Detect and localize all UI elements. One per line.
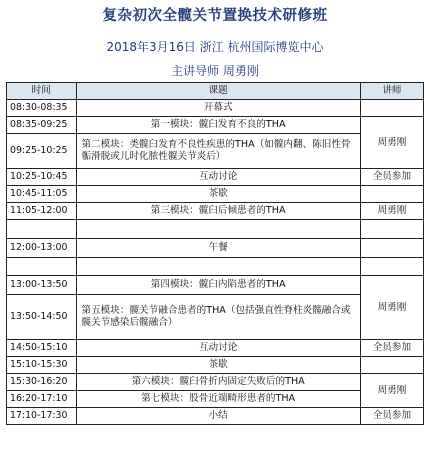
time-cell: 08:35-09:25 xyxy=(7,117,77,134)
topic-cell: 第三模块：髋臼后倾患者的THA xyxy=(76,203,360,220)
time-cell: 14:50-15:10 xyxy=(7,340,77,357)
topic-cell: 茶歇 xyxy=(76,357,360,374)
table-row xyxy=(7,408,424,425)
topic-cell: 第六模块：髋臼骨折内固定失败后的THA xyxy=(76,374,360,391)
table-row xyxy=(7,100,424,117)
time-cell: 10:45-11:05 xyxy=(7,186,77,203)
lecturer-cell xyxy=(360,357,423,374)
lecturer-cell: 周勇刚 xyxy=(360,374,423,408)
topic-cell: 茶歇 xyxy=(76,186,360,203)
time-cell: 13:00-13:50 xyxy=(7,276,77,295)
lecturer-cell xyxy=(360,258,423,276)
header-lecturer: 讲师 xyxy=(360,83,423,100)
lecturer-cell xyxy=(360,220,423,239)
topic-cell: 第五模块：髋关节融合患者的THA（包括强直性脊柱炎髋融合或髋关节感染后髋融合） xyxy=(76,295,360,340)
time-cell: 13:50-14:50 xyxy=(7,295,77,340)
topic-cell: 第七模块：股骨近端畸形患者的THA xyxy=(76,391,360,408)
time-cell: 16:20-17:10 xyxy=(7,391,77,408)
topic-cell: 开幕式 xyxy=(76,100,360,117)
lecturer-cell: 全员参加 xyxy=(360,408,423,425)
topic-cell xyxy=(76,258,360,276)
topic-cell: 第一模块：髋臼发育不良的THA xyxy=(76,117,360,134)
time-cell: 09:25-10:25 xyxy=(7,134,77,169)
time-cell: 15:30-16:20 xyxy=(7,374,77,391)
lecturer-cell: 周勇刚 xyxy=(360,203,423,220)
table-row xyxy=(7,203,424,220)
lecturer-cell xyxy=(360,239,423,258)
table-header-row xyxy=(7,83,424,100)
date-place-line: 2018年3月16日 浙江 杭州国际博览中心 xyxy=(106,40,324,54)
host-line: 主讲导师 周勇刚 xyxy=(171,64,259,78)
topic-cell: 互动讨论 xyxy=(76,340,360,357)
header-time: 时间 xyxy=(7,83,77,100)
table-row xyxy=(7,186,424,203)
table-row xyxy=(7,239,424,258)
topic-cell xyxy=(76,220,360,239)
table-row xyxy=(7,169,424,186)
table-row-blank xyxy=(7,220,424,239)
table-row xyxy=(7,357,424,374)
table-row xyxy=(7,340,424,357)
topic-cell: 互动讨论 xyxy=(76,169,360,186)
time-cell xyxy=(7,220,77,239)
table-row xyxy=(7,374,424,391)
topic-cell: 小结 xyxy=(76,408,360,425)
time-cell: 10:25-10:45 xyxy=(7,169,77,186)
topic-cell: 第二模块：类髋臼发育不良性疾患的THA（如髋内翻、陈旧性骨骺滑脱或儿时化脓性髋关节炎后） xyxy=(76,134,360,169)
header-topic: 课题 xyxy=(76,83,360,100)
time-cell: 15:10-15:30 xyxy=(7,357,77,374)
page-title: 复杂初次全髋关节置换技术研修班 xyxy=(102,8,328,24)
lecturer-cell: 全员参加 xyxy=(360,340,423,357)
time-cell xyxy=(7,258,77,276)
time-cell: 11:05-12:00 xyxy=(7,203,77,220)
lecturer-cell xyxy=(360,100,423,117)
topic-cell: 第四模块：髋臼内陷患者的THA xyxy=(76,276,360,295)
lecturer-cell: 全员参加 xyxy=(360,169,423,186)
lecturer-cell xyxy=(360,186,423,203)
topic-cell: 午餐 xyxy=(76,239,360,258)
table-row xyxy=(7,276,424,295)
time-cell: 17:10-17:30 xyxy=(7,408,77,425)
lecturer-cell: 周勇刚 xyxy=(360,117,423,169)
table-row-blank xyxy=(7,258,424,276)
time-cell: 08:30-08:35 xyxy=(7,100,77,117)
time-cell: 12:00-13:00 xyxy=(7,239,77,258)
lecturer-cell: 周勇刚 xyxy=(360,276,423,340)
schedule-table xyxy=(6,82,424,425)
table-row xyxy=(7,117,424,134)
